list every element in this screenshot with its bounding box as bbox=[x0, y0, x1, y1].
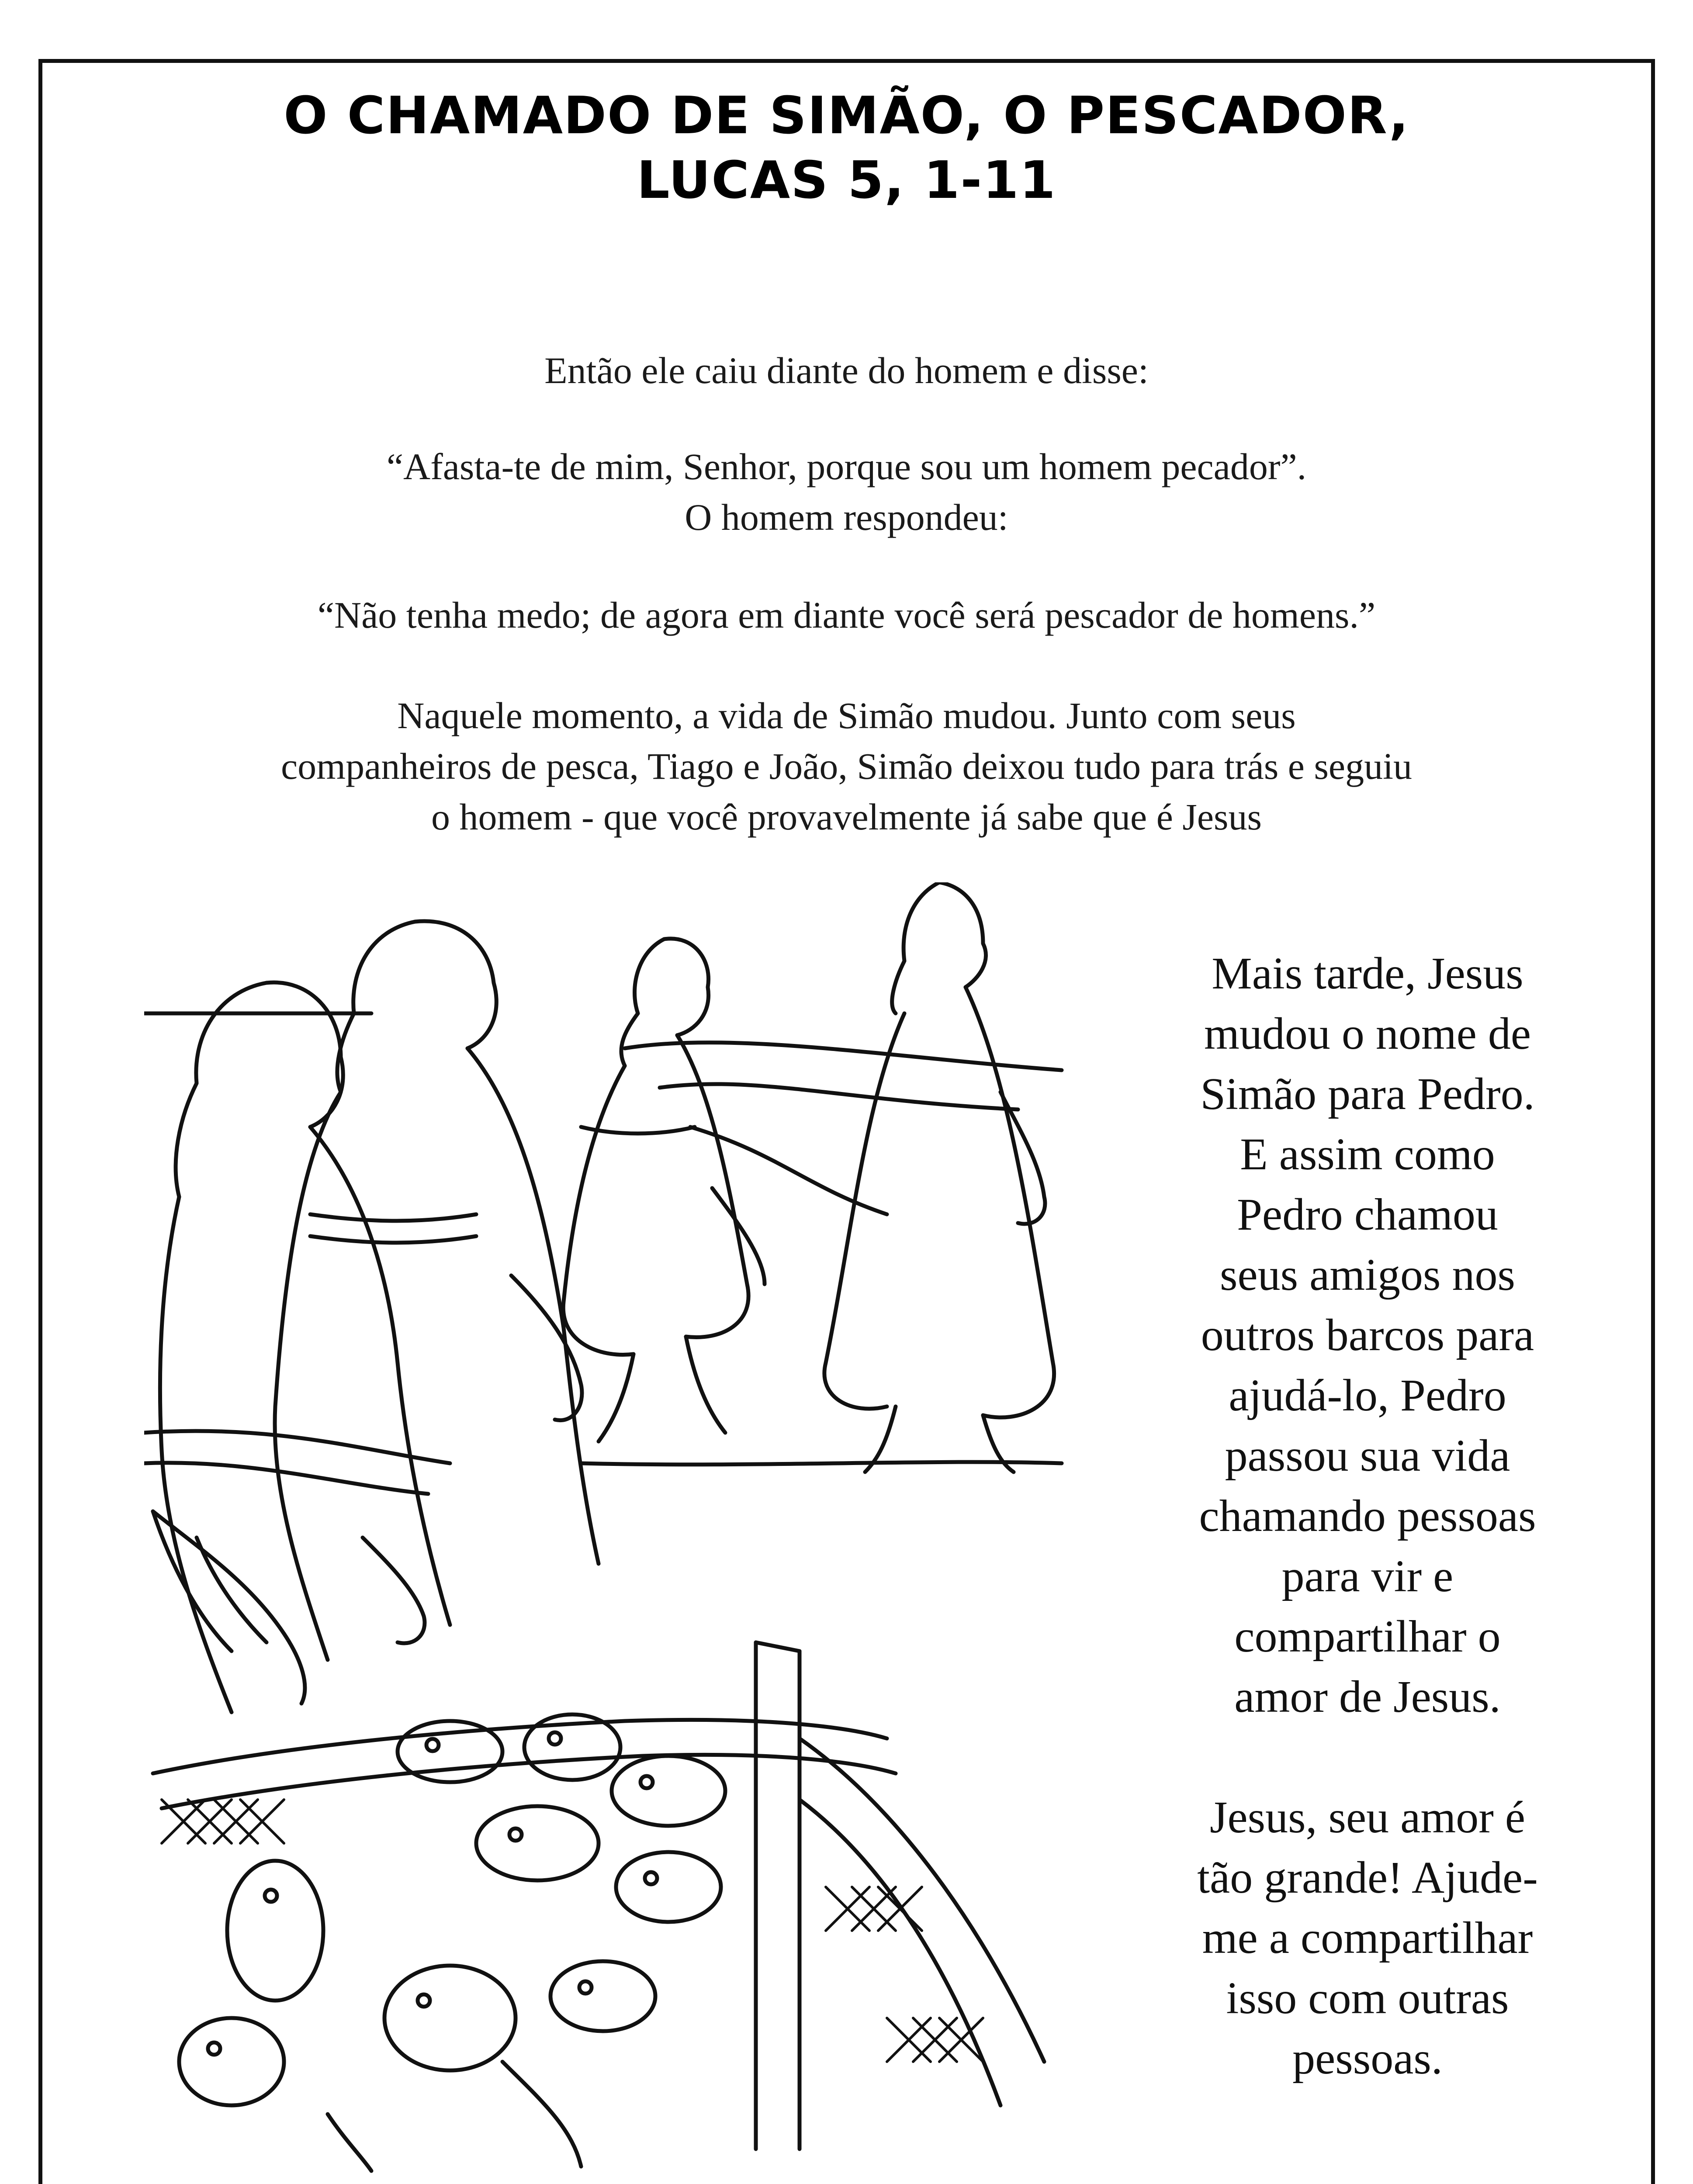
side-spacer bbox=[1149, 1727, 1586, 1787]
side-line: Pedro chamou bbox=[1237, 1189, 1498, 1240]
narrative-line-2: companheiros de pesca, Tiago e João, Simão deixou tudo para trás e seguiu bbox=[281, 745, 1412, 787]
page-title bbox=[0, 83, 1693, 212]
prayer-line: tão grande! Ajude- bbox=[1197, 1852, 1538, 1903]
narrative-paragraph bbox=[109, 690, 1584, 842]
side-line: amor de Jesus. bbox=[1234, 1672, 1501, 1722]
shoreline-line bbox=[144, 1463, 428, 1494]
side-line: compartilhar o bbox=[1234, 1611, 1501, 1662]
jesus-figure bbox=[824, 882, 1054, 1472]
title-line-1: O CHAMADO DE SIMÃO, O PESCADOR, bbox=[284, 85, 1409, 145]
prayer-line: Jesus, seu amor é bbox=[1209, 1792, 1526, 1842]
quote-peter-line: “Afasta-te de mim, Senhor, porque sou um homem pecador”. bbox=[386, 446, 1307, 487]
quote-response-line: O homem respondeu: bbox=[685, 496, 1008, 538]
side-line: chamando pessoas bbox=[1199, 1491, 1536, 1541]
narrative-line-1: Naquele momento, a vida de Simão mudou. Junto com seus bbox=[397, 695, 1296, 736]
side-line: Mais tarde, Jesus bbox=[1212, 948, 1523, 999]
side-line: mudou o nome de bbox=[1204, 1009, 1531, 1059]
quote-jesus-line: “Não tenha medo; de agora em diante você será pescador de homens.” bbox=[317, 594, 1376, 636]
side-line: ajudá-lo, Pedro bbox=[1229, 1370, 1506, 1420]
title-line-2: LUCAS 5, 1-11 bbox=[637, 150, 1056, 210]
intro-line: Então ele caiu diante do homem e disse: bbox=[544, 349, 1149, 391]
shoreline-line bbox=[144, 1431, 450, 1463]
fish-pile bbox=[179, 1714, 725, 2171]
side-line: seus amigos nos bbox=[1220, 1250, 1515, 1300]
side-line: para vir e bbox=[1281, 1551, 1454, 1601]
side-paragraph bbox=[1149, 943, 1586, 2089]
prayer-line: isso com outras bbox=[1226, 1973, 1509, 2023]
quote-peter bbox=[109, 441, 1584, 543]
shoreline-line bbox=[581, 1462, 1062, 1465]
intro-paragraph bbox=[109, 345, 1584, 396]
side-line: Simão para Pedro. bbox=[1200, 1069, 1535, 1119]
shoreline-line bbox=[660, 1084, 1018, 1109]
side-line: E assim como bbox=[1240, 1129, 1495, 1179]
coloring-illustration bbox=[144, 882, 1088, 2175]
side-line: outros barcos para bbox=[1201, 1310, 1534, 1360]
quote-jesus bbox=[109, 590, 1584, 640]
disciple-center-figure bbox=[275, 921, 599, 1660]
disciple-middle-figure bbox=[563, 939, 765, 1441]
side-line: passou sua vida bbox=[1225, 1431, 1510, 1481]
narrative-line-3: o homem - que você provavelmente já sabe que é Jesus bbox=[431, 796, 1262, 838]
prayer-line: pessoas. bbox=[1292, 2033, 1443, 2084]
simon-figure bbox=[160, 982, 450, 1712]
prayer-line: me a compartilhar bbox=[1202, 1913, 1533, 1963]
